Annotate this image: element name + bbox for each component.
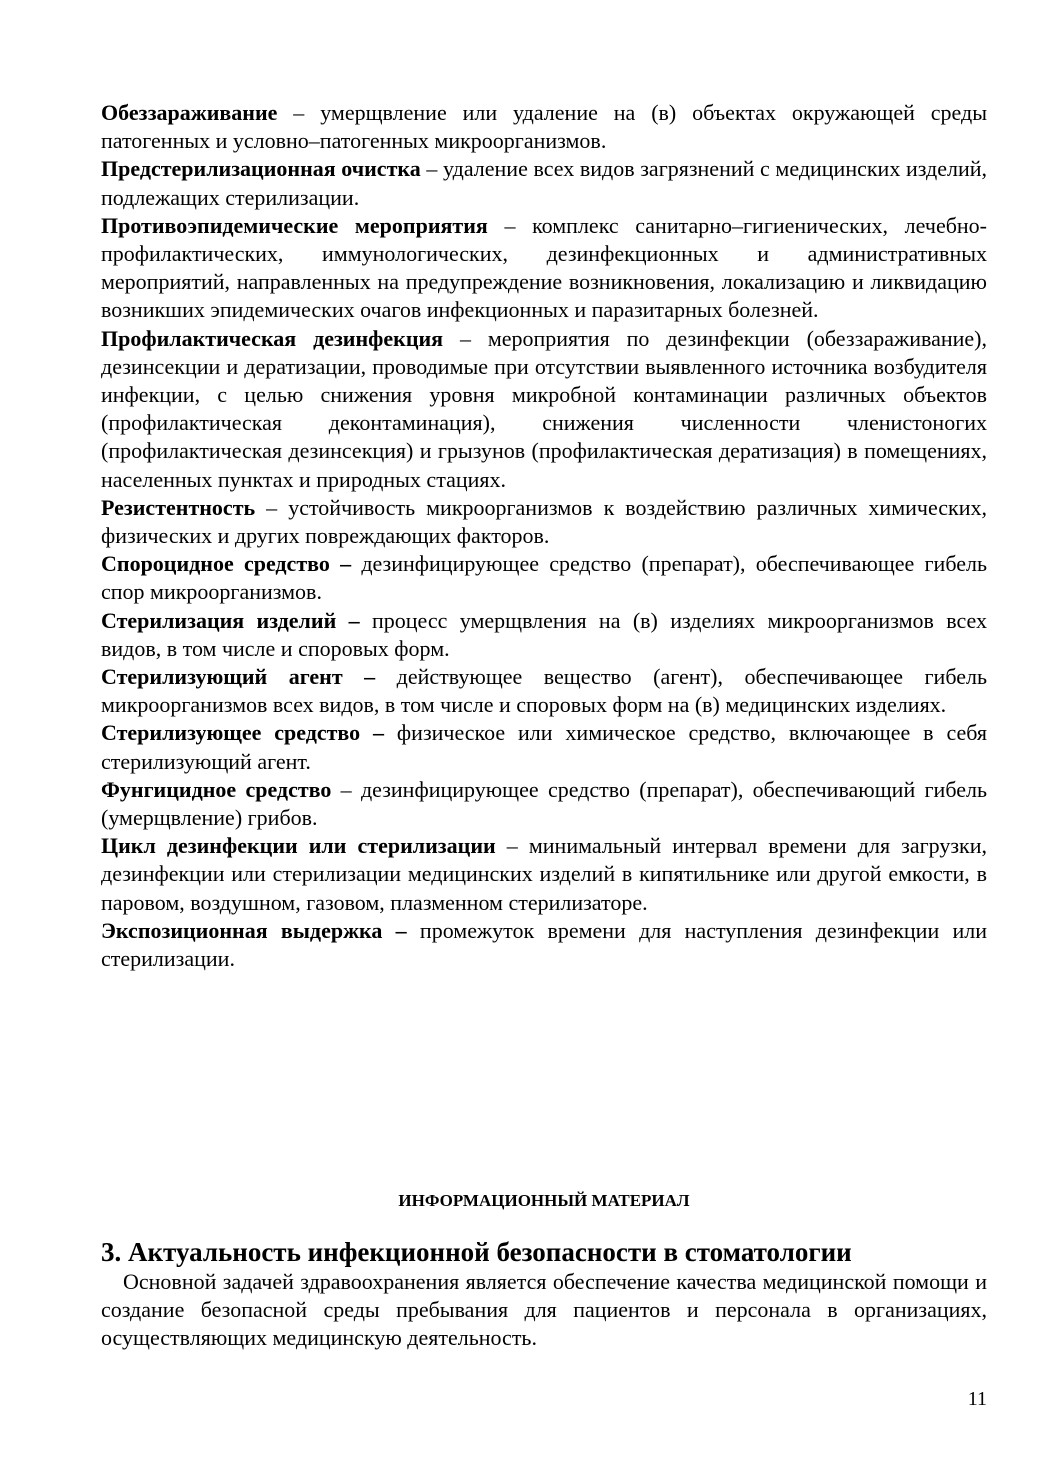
definition-text: комплекс санитарно–гигиенических, лечебно-профилактических, иммунологических, дезинфекционных и административных мероприятий, направленных на предупреждение возникновения, локализацию и ликвидацию возникших эпидемических очагов инфекционных и паразитарных болезней. bbox=[101, 212, 988, 323]
definition-item bbox=[101, 155, 987, 211]
definition-separator: – bbox=[495, 833, 529, 859]
definition-text: процесс умерщвления на (в) изделиях микроорганизмов всех видов, в том числе и споровых форм. bbox=[101, 607, 987, 661]
definition-text: физическое или химическое средство, включающее в себя стерилизующий агент. bbox=[101, 720, 988, 774]
definitions-list bbox=[101, 99, 987, 973]
definition-text: мероприятия по дезинфекции (обеззараживание), дезинсекции и дератизации, проводимые при отсутствии выявленного источника возбудителя инфекции, с целью снижения уровня микробной контаминации различных объектов (профилактическая деконтаминация), снижения численности членистоногих (профилактическая дезинсекция) и грызунов (профилактическая дератизация) в помещениях, населенных пунктах и природных стациях. bbox=[101, 325, 987, 492]
definition-term: Противоэпидемические мероприятия bbox=[101, 212, 488, 238]
definition-item bbox=[101, 550, 987, 606]
definition-term: Цикл дезинфекции или стерилизации bbox=[101, 833, 496, 859]
definition-item bbox=[101, 607, 987, 663]
definition-text: удаление всех видов загрязнений с медицинских изделий, подлежащих стерилизации. bbox=[101, 156, 988, 210]
definition-item bbox=[101, 99, 987, 155]
definition-text: дезинфицирующее средство (препарат), обеспечивающее гибель спор микроорганизмов. bbox=[101, 551, 988, 605]
definition-separator bbox=[384, 720, 397, 745]
definition-separator bbox=[360, 608, 372, 633]
definition-text: умерщвление или удаление на (в) объектах окружающей среды патогенных и условно–патогенных микроорганизмов. bbox=[101, 100, 987, 154]
definition-term: Стерилизация изделий – bbox=[101, 607, 360, 633]
definition-item bbox=[101, 494, 987, 550]
definition-item bbox=[101, 212, 987, 325]
definition-term: Стерилизующее средство – bbox=[101, 720, 385, 746]
definition-item bbox=[101, 663, 987, 719]
definition-term: Обеззараживание bbox=[101, 100, 278, 125]
section-paragraph: Основной задачей здравоохранения является обеспечение качества медицинской помощи и создание безопасной среды пребывания для пациентов и персонала в организациях, осуществляющих медицинскую деятельность. bbox=[101, 1269, 987, 1351]
definition-separator bbox=[375, 664, 397, 689]
definition-separator: – bbox=[331, 776, 361, 802]
definition-separator bbox=[351, 551, 361, 576]
definition-term: Профилактическая дезинфекция bbox=[101, 325, 444, 351]
definition-separator bbox=[407, 918, 420, 943]
definition-item bbox=[101, 325, 987, 494]
definition-item bbox=[101, 776, 987, 832]
definition-text: минимальный интервал времени для загрузки, дезинфекции или стерилизации медицинских изделий в кипятильнике или другой емкости, в паровом, воздушном, газовом, плазменном стерилизаторе. bbox=[101, 833, 987, 915]
definition-term: Спороцидное средство – bbox=[101, 551, 352, 577]
definition-term: Резистентность bbox=[101, 494, 256, 520]
definition-term: Стерилизующий агент – bbox=[101, 664, 376, 690]
definition-text: дезинфицирующее средство (препарат), обеспечивающий гибель (умерщвление) грибов. bbox=[101, 776, 988, 831]
definition-term: Фунгицидное средство bbox=[101, 776, 332, 802]
definition-separator: – bbox=[255, 494, 289, 520]
definition-text: действующее вещество (агент), обеспечивающее гибель микроорганизмов всех видов, в том числе и споровых форм на (в) медицинских изделиях. bbox=[101, 664, 987, 718]
definition-item bbox=[101, 917, 987, 973]
definition-separator: – bbox=[443, 325, 488, 351]
definition-term: Экспозиционная выдержка – bbox=[101, 917, 407, 943]
info-material-heading: ИНФОРМАЦИОННЫЙ МАТЕРИАЛ bbox=[398, 1191, 690, 1210]
definition-item bbox=[101, 832, 987, 917]
definition-separator: – bbox=[420, 156, 444, 182]
definition-text: устойчивость микроорганизмов к воздействию различных химических, физических и других повреждающих факторов. bbox=[101, 494, 987, 549]
definition-term: Предстерилизационная очистка bbox=[101, 156, 421, 182]
definition-separator: – bbox=[277, 100, 321, 125]
page-number: 11 bbox=[967, 1388, 987, 1410]
section-title: 3. Актуальность инфекционной безопасности в стоматологии bbox=[101, 1237, 852, 1267]
definition-separator: – bbox=[487, 212, 533, 238]
definition-item bbox=[101, 719, 987, 775]
definition-text: промежуток времени для наступления дезинфекции или стерилизации. bbox=[101, 917, 988, 972]
